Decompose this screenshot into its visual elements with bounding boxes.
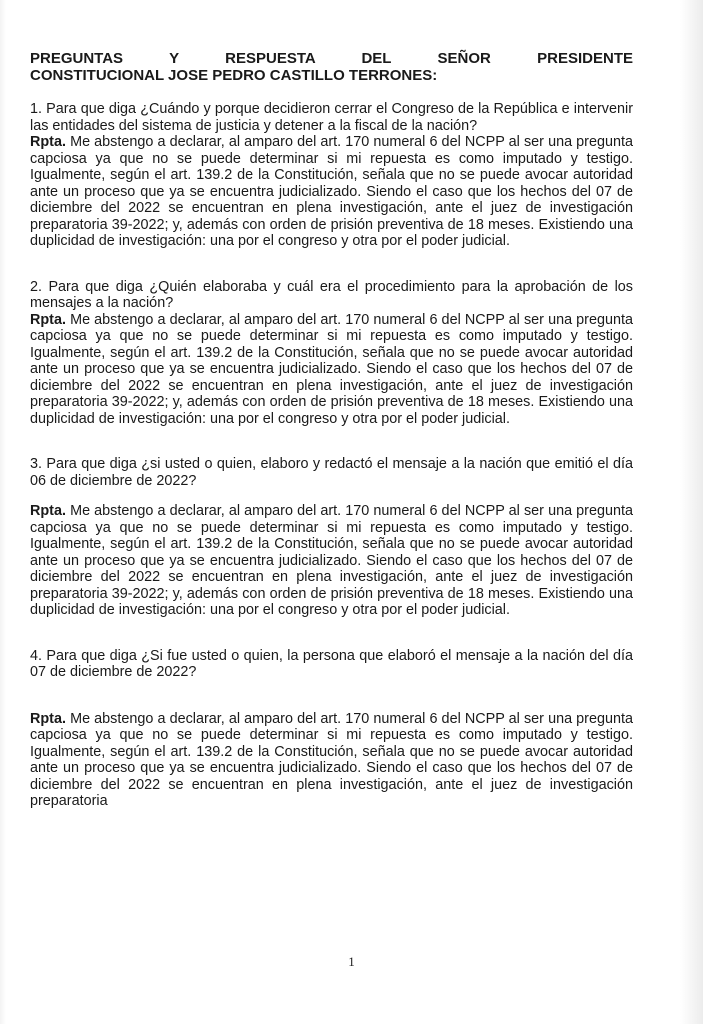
answer-1-text: Me abstengo a declarar, al amparo del art. 170 numeral 6 del NCPP al ser una pregunta capciosa ya que no se puede determinar si mi repuesta es como imputado y testigo. Igualmente, según el art. 139.2 de la Constitución, señala que no se puede avocar autoridad ante un proceso que ya se encuentra judicializado. Siendo el caso que los hechos del 07 de diciembre del 2022 se encuentran en plena investigación, ante el juez de investigación preparatoria 39-2022; y, además con orden de prisión preventiva de 18 meses. Existiendo una duplicidad de investigación: una por el congreso y otra por el poder judicial. bbox=[30, 134, 633, 249]
document-body bbox=[30, 50, 633, 839]
qa-item-2 bbox=[30, 279, 633, 428]
answer-1 bbox=[30, 134, 633, 250]
title-line-1: PREGUNTAS Y RESPUESTA DEL SEÑOR PRESIDENTE bbox=[30, 50, 633, 67]
answer-2 bbox=[30, 312, 633, 428]
document-title bbox=[30, 50, 633, 84]
page-number: 1 bbox=[348, 954, 355, 969]
answer-3-text: Me abstengo a declarar, al amparo del art. 170 numeral 6 del NCPP al ser una pregunta capciosa ya que no se puede determinar si mi repuesta es como imputado y testigo. Igualmente, según el art. 139.2 de la Constitución, señala que no se puede avocar autoridad ante un proceso que ya se encuentra judicializado. Siendo el caso que los hechos del 07 de diciembre del 2022 se encuentran en plena investigación, ante el juez de investigación preparatoria 39-2022; y, además con orden de prisión preventiva de 18 meses. Existiendo una duplicidad de investigación: una por el congreso y otra por el poder judicial. bbox=[30, 503, 633, 618]
answer-label: Rpta. bbox=[30, 134, 66, 150]
answer-3 bbox=[30, 503, 633, 619]
answer-4-text: Me abstengo a declarar, al amparo del art. 170 numeral 6 del NCPP al ser una pregunta capciosa ya que no se puede determinar si mi repuesta es como imputado y testigo. Igualmente, según el art. 139.2 de la Constitución, señala que no se puede avocar autoridad ante un proceso que ya se encuentra judicializado. Siendo el caso que los hechos del 07 de diciembre del 2022 se encuentran en plena investigación, ante el juez de investigación preparatoria bbox=[30, 710, 633, 809]
question-1: 1. Para que diga ¿Cuándo y porque decidieron cerrar el Congreso de la República e intervenir las entidades del sistema de justicia y detener a la fiscal de la nación? bbox=[30, 101, 633, 134]
qa-item-1 bbox=[30, 101, 633, 250]
question-3: 3. Para que diga ¿si usted o quien, elaboro y redactó el mensaje a la nación que emitió el día 06 de diciembre de 2022? bbox=[30, 456, 633, 489]
qa-item-4 bbox=[30, 648, 633, 810]
qa-item-3 bbox=[30, 456, 633, 619]
answer-label: Rpta. bbox=[30, 311, 66, 328]
question-4: 4. Para que diga ¿Si fue usted o quien, la persona que elaboró el mensaje a la nación del día 07 de diciembre de 2022? bbox=[30, 647, 633, 680]
question-2: 2. Para que diga ¿Quién elaboraba y cuál era el procedimiento para la aprobación de los mensajes a la nación? bbox=[30, 278, 633, 311]
title-line-2: CONSTITUCIONAL JOSE PEDRO CASTILLO TERRONES: bbox=[30, 67, 438, 84]
answer-4 bbox=[30, 711, 633, 810]
answer-2-text: Me abstengo a declarar, al amparo del art. 170 numeral 6 del NCPP al ser una pregunta capciosa ya que no se puede determinar si mi repuesta es como imputado y testigo. Igualmente, según el art. 139.2 de la Constitución, señala que no se puede avocar autoridad ante un proceso que ya se encuentra judicializado. Siendo el caso que los hechos del 07 de diciembre del 2022 se encuentran en plena investigación, ante el juez de investigación preparatoria 39-2022; y, además con orden de prisión preventiva de 18 meses. Existiendo una duplicidad de investigación: una por el congreso y otra por el poder judicial. bbox=[30, 311, 633, 427]
answer-label: Rpta. bbox=[30, 710, 66, 727]
answer-label: Rpta. bbox=[30, 503, 66, 519]
